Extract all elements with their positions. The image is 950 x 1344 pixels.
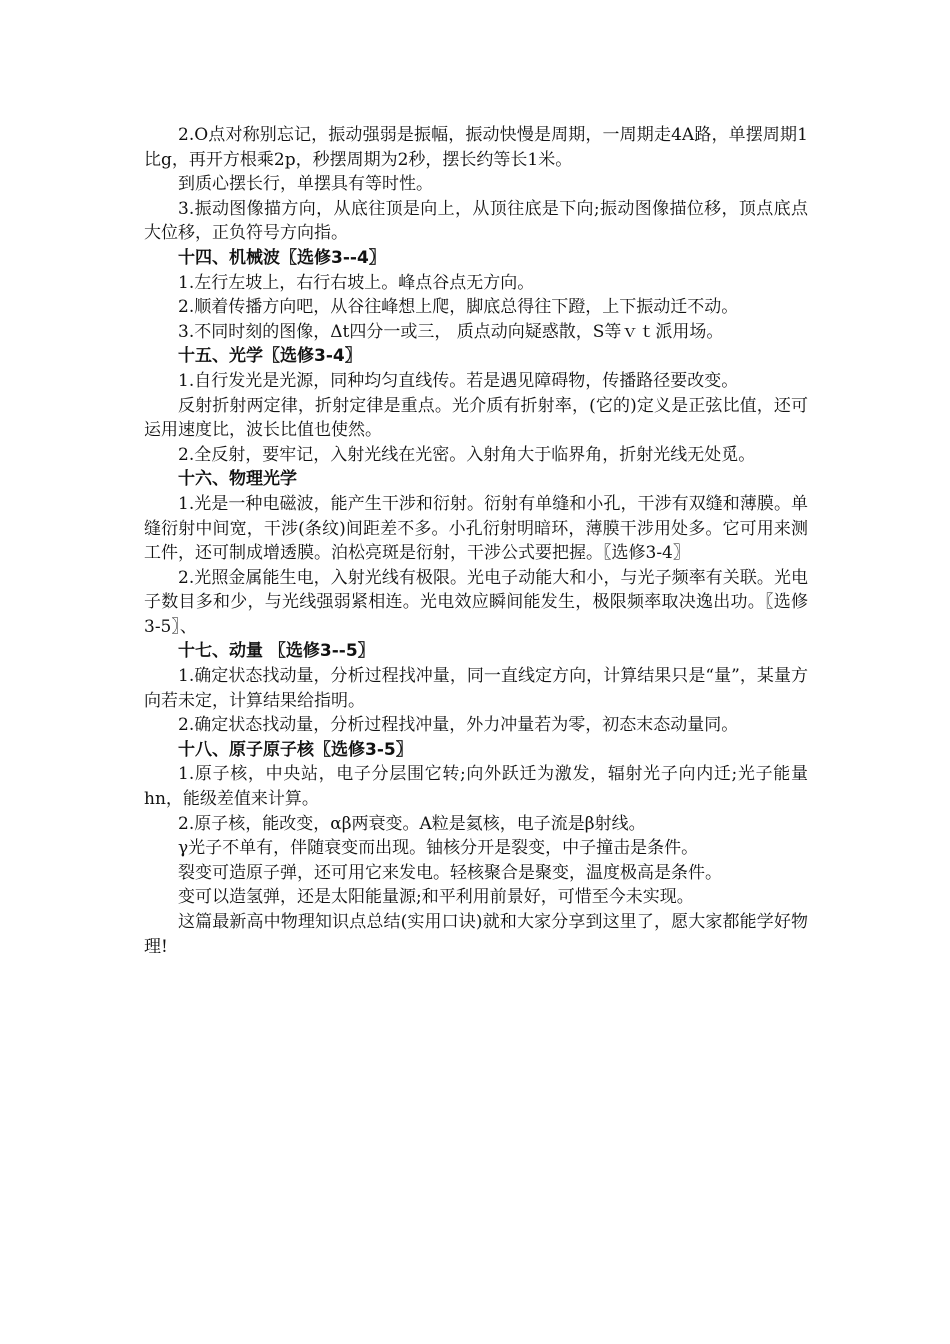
paragraph: 2.确定状态找动量，分析过程找冲量，外力冲量若为零，初态末态动量同。 <box>178 715 739 736</box>
section-heading: 十四、机械波〖选修3--4〗 <box>178 247 386 268</box>
paragraph: 1.自行发光是光源，同种均匀直线传。若是遇见障碍物，传播路径要改变。 <box>178 370 739 391</box>
paragraph: 1.左行左坡上，右行右坡上。峰点谷点无方向。 <box>178 272 535 293</box>
paragraph: 1.原子核，中央站，电子分层围它转;向外跃迁为激发，辐射光子向内迁;光子能量hn，能级差值来计算。 <box>144 764 808 810</box>
paragraph: 1.确定状态找动量，分析过程找冲量，同一直线定方向，计算结果只是“量”，某量方向若未定，计算结果给指明。 <box>144 666 808 711</box>
paragraph: 3.振动图像描方向，从底往顶是向上，从顶往底是下向;振动图像描位移，顶点底点大位移，正负符号方向指。 <box>144 198 808 244</box>
paragraph: γ光子不单有，伴随衰变而出现。铀核分开是裂变，中子撞击是条件。 <box>178 838 699 859</box>
paragraph: 3.不同时刻的图像，Δt四分一或三， 质点动向疑惑散，S等ｖｔ派用场。 <box>178 321 724 342</box>
paragraph: 2.顺着传播方向吧，从谷往峰想上爬，脚底总得往下蹬，上下振动迁不动。 <box>178 297 739 318</box>
paragraph: 到质心摆长行，单摆具有等时性。 <box>178 174 433 195</box>
paragraph: 变可以造氢弹，还是太阳能量源;和平利用前景好，可惜至今未实现。 <box>178 887 694 908</box>
document-body <box>144 123 808 959</box>
section-heading: 十五、光学〖选修3-4〗 <box>178 346 362 367</box>
paragraph: 反射折射两定律，折射定律是重点。光介质有折射率，(它的)定义是正弦比值，还可运用速度比，波长比值也使然。 <box>144 395 808 441</box>
section-heading: 十八、原子原子核〖选修3-5〗 <box>178 739 413 760</box>
paragraph: 2.全反射，要牢记，入射光线在光密。入射角大于临界角，折射光线无处觅。 <box>178 444 756 465</box>
paragraph: 2.原子核，能改变，αβ两衰变。A粒是氦核，电子流是β射线。 <box>178 813 646 834</box>
paragraph: 这篇最新高中物理知识点总结(实用口诀)就和大家分享到这里了，愿大家都能学好物理! <box>144 912 808 957</box>
paragraph: 裂变可造原子弹，还可用它来发电。轻核聚合是聚变，温度极高是条件。 <box>178 862 722 883</box>
section-heading: 十七、动量 〖选修3--5〗 <box>178 641 375 662</box>
paragraph: 2.光照金属能生电，入射光线有极限。光电子动能大和小，与光子频率有关联。光电子数目多和少，与光线强弱紧相连。光电效应瞬间能发生，极限频率取决逸出功。〖选修3-5〗、 <box>144 567 808 637</box>
paragraph: 2.O点对称别忘记，振动强弱是振幅，振动快慢是周期，一周期走4A路，单摆周期1比g，再开方根乘2p，秒摆周期为2秒，摆长约等长1米。 <box>144 125 808 170</box>
section-heading: 十六、物理光学 <box>178 469 297 490</box>
paragraph: 1.光是一种电磁波，能产生干涉和衍射。衍射有单缝和小孔，干涉有双缝和薄膜。单缝衍射中间宽，干涉(条纹)间距差不多。小孔衍射明暗环，薄膜干涉用处多。它可用来测工件，还可制成增透膜。泊松亮斑是衍射，干涉公式要把握。〖选修3-4〗 <box>144 493 808 564</box>
